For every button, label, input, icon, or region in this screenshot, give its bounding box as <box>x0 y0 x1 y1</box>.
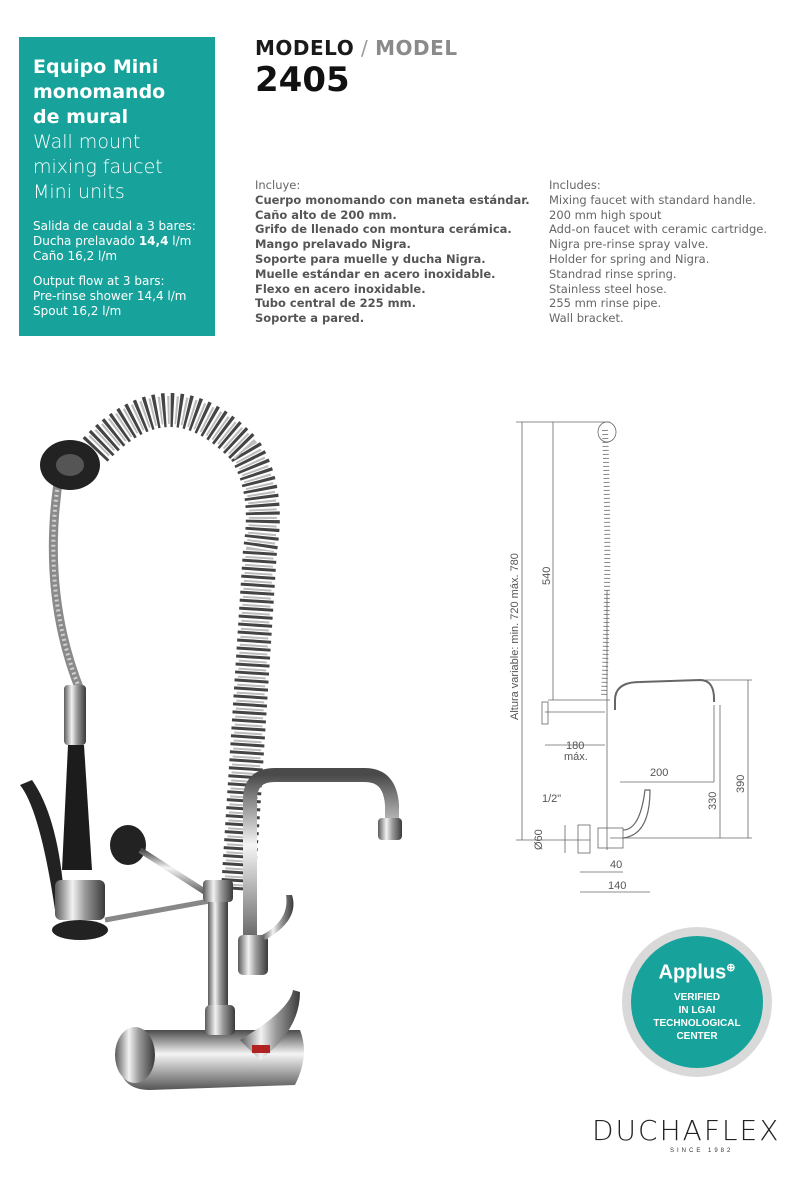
includes-es-item: Tubo central de 225 mm. <box>255 296 416 311</box>
hot-indicator <box>252 1045 270 1053</box>
spring-highlight <box>95 410 263 890</box>
flow-es-shower <box>33 234 205 249</box>
includes-en-item: Nigra pre-rinse spray valve. <box>549 237 709 252</box>
includes-list-en <box>549 178 767 326</box>
flow-en-spout: Spout 16,2 l/m <box>33 304 122 318</box>
spray-valve-top <box>64 685 86 745</box>
drawing-dim-200: 200 <box>650 767 669 779</box>
wall-bracket <box>110 825 146 865</box>
addon-faucet-handle <box>262 895 293 940</box>
includes-en-item: 200 mm high spout <box>549 207 662 222</box>
drawing-spout <box>615 680 714 710</box>
badge-line: VERIFIED <box>673 991 721 1003</box>
includes-en-heading: Includes: <box>549 178 601 192</box>
flow-es-shower-label: Ducha prelavado <box>33 234 139 248</box>
includes-list-es <box>255 178 530 326</box>
title-es-line: Equipo Mini <box>33 56 159 78</box>
drawing-height-label: Altura variable: min. 720 máx. 780 <box>509 553 521 720</box>
includes-en-item: Mixing faucet with standard handle. <box>549 192 756 207</box>
product-info-panel <box>19 37 215 336</box>
title-es-line: monomando <box>33 81 166 103</box>
drawing-dim-max: máx. <box>564 751 588 763</box>
title-es <box>33 55 205 130</box>
badge-line: CENTER <box>676 1030 718 1042</box>
flex-hose <box>53 470 80 690</box>
flow-es-spout: Caño 16,2 l/m <box>33 249 118 263</box>
drawing-dim-330: 330 <box>707 791 719 810</box>
spray-valve-handle <box>62 745 92 870</box>
drawing-mixer-handle <box>623 790 650 838</box>
includes-es-heading: Incluye: <box>255 178 301 192</box>
duchaflex-logo <box>592 1114 781 1154</box>
drawing-dim-140: 140 <box>608 880 627 892</box>
includes-es-item: Grifo de llenado con montura cerámica. <box>255 222 512 237</box>
model-number: 2405 <box>255 60 350 100</box>
technical-drawing <box>490 410 790 900</box>
includes-en-item: Holder for spring and Nigra. <box>549 251 710 266</box>
mixer-connector <box>205 1005 235 1035</box>
certification-badge <box>622 927 772 1077</box>
includes-es-item: Soporte a pared. <box>255 311 365 326</box>
title-en-line: Mini units <box>33 181 125 203</box>
flow-es-shower-unit: l/m <box>168 234 192 248</box>
applus-brand-text: Applus <box>658 961 727 984</box>
model-label-en: MODEL <box>375 36 458 60</box>
drawing-dim-60: Ø60 <box>533 829 545 850</box>
includes-es-item: Soporte para muelle y ducha Nigra. <box>255 251 486 266</box>
drawing-dim-half-inch: 1/2" <box>542 793 562 805</box>
badge-line: IN LGAI <box>678 1004 716 1016</box>
applus-logo <box>659 961 736 985</box>
drawing-dim-540: 540 <box>541 566 553 585</box>
flow-es <box>33 219 205 264</box>
includes-en-item: 255 mm rinse pipe. <box>549 296 662 311</box>
certification-badge-inner <box>631 936 763 1068</box>
flow-es-shower-value: 14,4 <box>138 234 169 248</box>
addon-faucet-body <box>238 935 268 975</box>
drawing-dim-40: 40 <box>610 859 623 871</box>
model-label-es: MODELO <box>255 36 355 60</box>
includes-en-item: Add-on faucet with ceramic cartridge. <box>549 222 768 237</box>
title-en <box>33 130 205 205</box>
title-es-line: de mural <box>33 106 129 128</box>
spout-aerator <box>378 818 402 840</box>
spring-coil <box>95 410 263 890</box>
drawing-hose-ring <box>598 422 616 442</box>
drawing-wall-flange <box>578 825 590 853</box>
spout <box>250 775 392 950</box>
title-en-line: mixing faucet <box>33 156 163 178</box>
flow-en-shower: Pre-rinse shower 14,4 l/m <box>33 289 187 303</box>
mixer-wall-flange <box>115 1027 155 1083</box>
model-separator: / <box>354 36 376 60</box>
spray-head <box>55 880 105 920</box>
title-en-line: Wall mount <box>33 131 141 153</box>
brand-name: DUCHAFLEX <box>592 1114 781 1147</box>
includes-es-item: Cuerpo monomando con maneta estándar. <box>255 192 530 207</box>
bracket-arm <box>140 850 210 895</box>
spray-nozzle <box>52 920 108 940</box>
applus-symbol-icon: ⊕ <box>726 962 736 975</box>
drawing-bracket-plate <box>542 702 548 724</box>
flow-es-heading: Salida de caudal a 3 bares: <box>33 219 196 233</box>
includes-es-item: Caño alto de 200 mm. <box>255 207 397 222</box>
includes-en-item: Standrad rinse spring. <box>549 266 677 281</box>
includes-en-item: Stainless steel hose. <box>549 281 667 296</box>
includes-es-item: Muelle estándar en acero inoxidable. <box>255 266 496 281</box>
hose-ring-hole <box>56 454 84 476</box>
includes-es-item: Mango prelavado Nigra. <box>255 237 411 252</box>
model-label <box>255 36 458 60</box>
product-photo <box>10 390 430 1110</box>
includes-es-item: Flexo en acero inoxidable. <box>255 281 426 296</box>
pipe-collar <box>203 880 233 902</box>
badge-line: TECHNOLOGICAL <box>653 1017 741 1029</box>
flow-en <box>33 274 205 319</box>
brand-since: SINCE 1982 <box>670 1148 734 1154</box>
holder-arm <box>105 900 215 920</box>
includes-en-item: Wall bracket. <box>549 311 624 326</box>
drawing-dim-180: 180 <box>566 740 585 752</box>
flow-en-heading: Output flow at 3 bars: <box>33 274 165 288</box>
drawing-dim-390: 390 <box>735 774 747 793</box>
